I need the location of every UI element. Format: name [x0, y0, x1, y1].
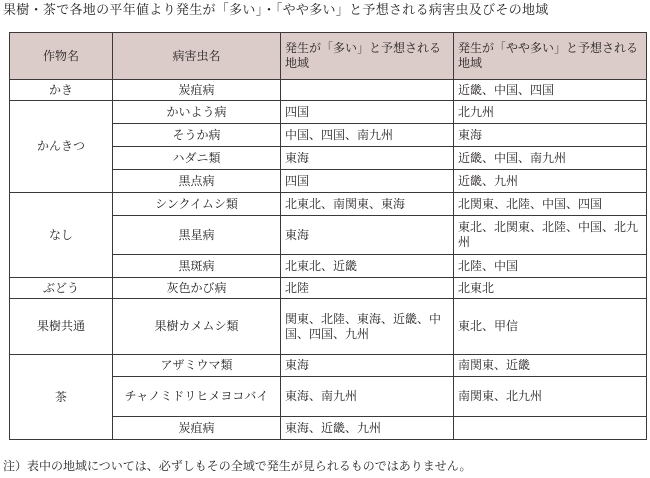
crop-cell: 茶: [10, 355, 113, 440]
pest-cell: かいよう病: [113, 101, 281, 124]
many-area-cell: 北陸: [281, 278, 454, 299]
somewhat-area-cell: 北陸、中国: [454, 255, 647, 278]
pest-forecast-table: [9, 32, 647, 440]
many-area-cell: 関東、北陸、東海、近畿、中国、四国、九州: [281, 299, 454, 355]
table-row: [10, 278, 647, 299]
somewhat-area-cell: 南関東、北九州: [454, 377, 647, 417]
somewhat-area-cell: 東北、北関東、北陸、中国、北九州: [454, 216, 647, 255]
many-area-cell: [281, 80, 454, 101]
many-area-cell: 北東北、近畿: [281, 255, 454, 278]
footnote: 注）表中の地域については、必ずしもその全域で発生が見られるものではありません。: [3, 459, 472, 473]
somewhat-area-cell: 北九州: [454, 101, 647, 124]
pest-cell: ハダニ類: [113, 147, 281, 170]
pest-cell: 黒斑病: [113, 255, 281, 278]
table-row: [10, 101, 647, 124]
somewhat-area-cell: 北関東、北陸、中国、四国: [454, 193, 647, 216]
many-area-cell: 四国: [281, 170, 454, 193]
pest-cell: 炭疽病: [113, 417, 281, 440]
many-area-cell: 東海、南九州: [281, 377, 454, 417]
pest-cell: 灰色かび病: [113, 278, 281, 299]
somewhat-area-cell: 南関東、近畿: [454, 355, 647, 377]
many-area-cell: 東海: [281, 216, 454, 255]
header-many: 発生が「多い」と予想される地域: [281, 33, 454, 80]
table-row: [10, 193, 647, 216]
somewhat-area-cell: 近畿、中国、四国: [454, 80, 647, 101]
pest-cell: 果樹カメムシ類: [113, 299, 281, 355]
many-area-cell: 四国: [281, 101, 454, 124]
crop-cell: ぶどう: [10, 278, 113, 299]
page-title: 果樹・茶で各地の平年値より発生が「多い」・「やや多い」と予想される病害虫及びその地域: [3, 3, 549, 18]
table-header-row: [10, 33, 647, 80]
many-area-cell: 北東北、南関東、東海: [281, 193, 454, 216]
table-row: [10, 80, 647, 101]
many-area-cell: 東海: [281, 147, 454, 170]
header-somewhat: 発生が「やや多い」と予想される地域: [454, 33, 647, 80]
somewhat-area-cell: 東海: [454, 124, 647, 147]
pest-cell: 黒星病: [113, 216, 281, 255]
pest-cell: 黒点病: [113, 170, 281, 193]
many-area-cell: 中国、四国、南九州: [281, 124, 454, 147]
somewhat-area-cell: 東北、甲信: [454, 299, 647, 355]
many-area-cell: 東海、近畿、九州: [281, 417, 454, 440]
table-row: [10, 355, 647, 377]
header-pest: 病害虫名: [113, 33, 281, 80]
pest-cell: 炭疽病: [113, 80, 281, 101]
crop-cell: なし: [10, 193, 113, 278]
somewhat-area-cell: 近畿、中国、南九州: [454, 147, 647, 170]
pest-cell: シンクイムシ類: [113, 193, 281, 216]
somewhat-area-cell: [454, 417, 647, 440]
crop-cell: かき: [10, 80, 113, 101]
crop-cell: かんきつ: [10, 101, 113, 193]
pest-cell: そうか病: [113, 124, 281, 147]
somewhat-area-cell: 近畿、九州: [454, 170, 647, 193]
crop-cell: 果樹共通: [10, 299, 113, 355]
many-area-cell: 東海: [281, 355, 454, 377]
header-crop: 作物名: [10, 33, 113, 80]
somewhat-area-cell: 北東北: [454, 278, 647, 299]
table-row: [10, 299, 647, 355]
pest-cell: チャノミドリヒメヨコバイ: [113, 377, 281, 417]
pest-cell: アザミウマ類: [113, 355, 281, 377]
